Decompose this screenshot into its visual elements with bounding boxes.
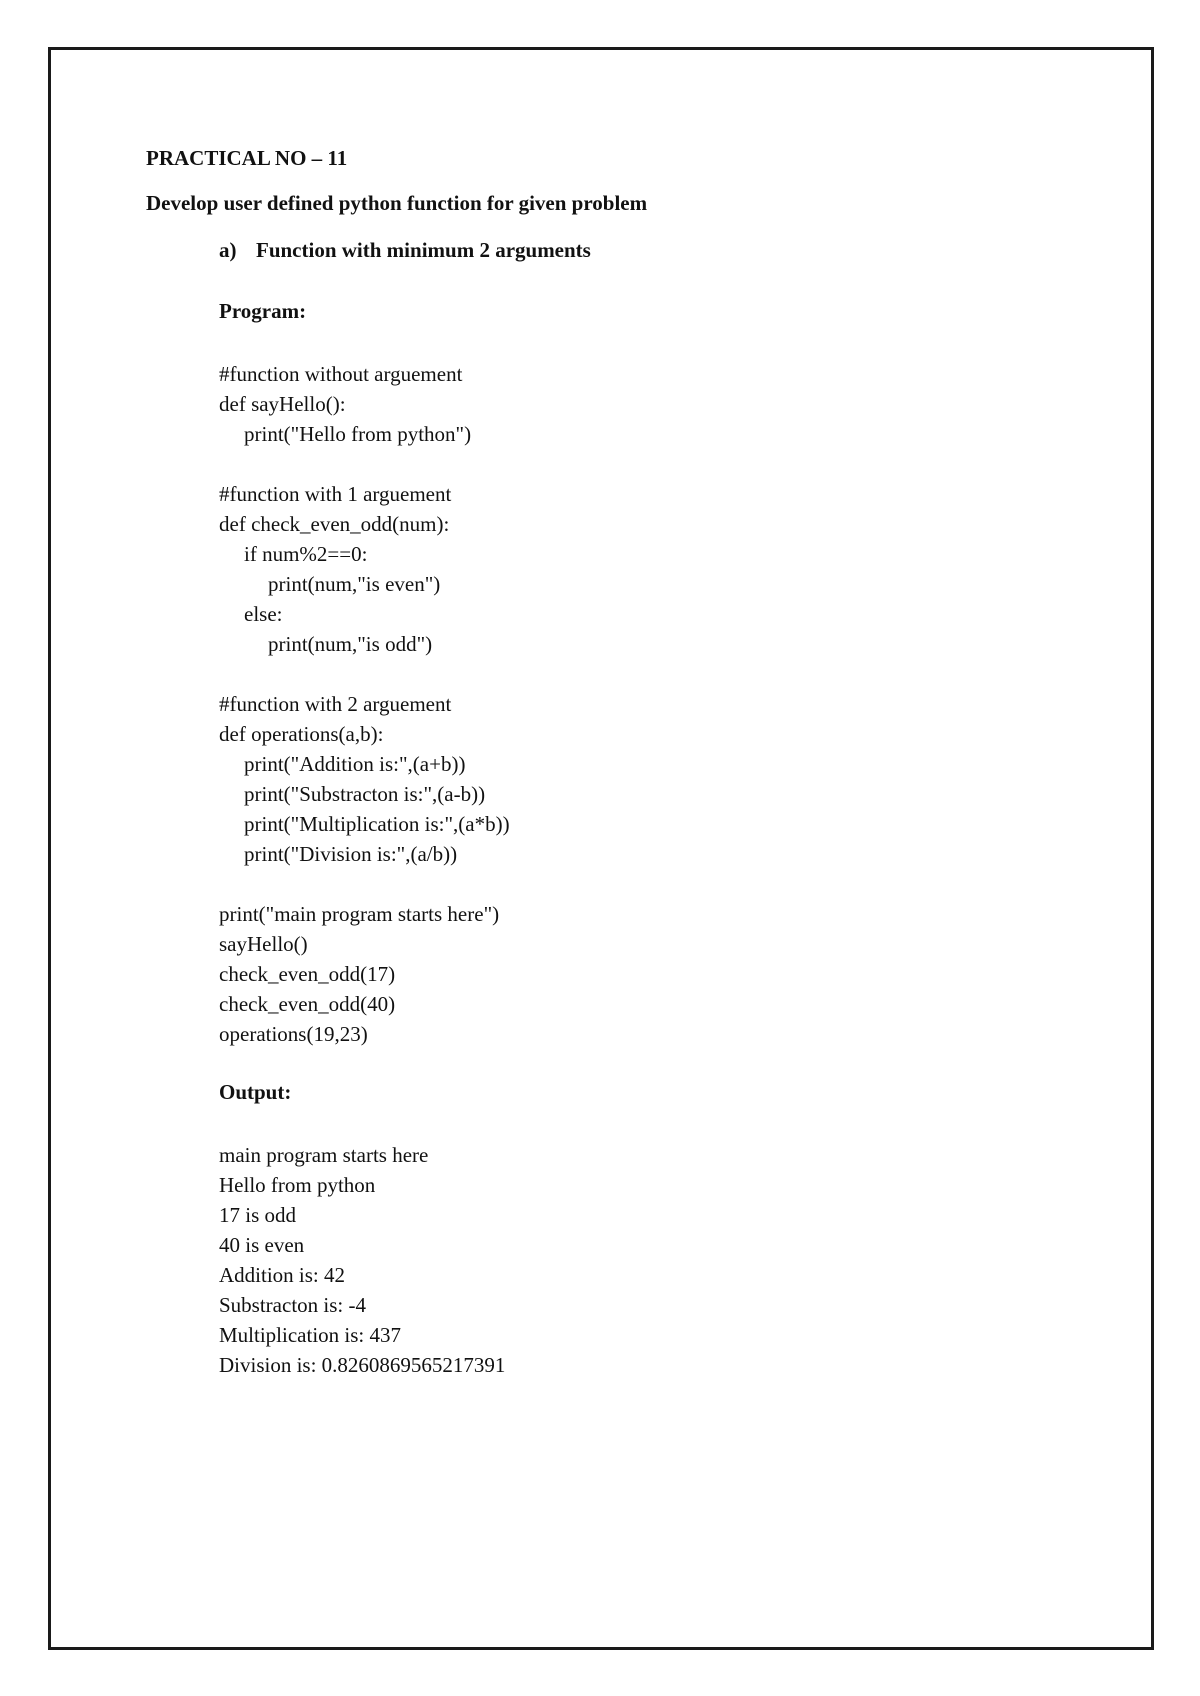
output-block: [219, 1140, 505, 1380]
output-line: Addition is: 42: [219, 1263, 346, 1287]
code-line: def sayHello():: [219, 392, 346, 416]
subtitle: [219, 238, 591, 263]
output-line: Substracton is: -4: [219, 1293, 366, 1317]
code-line: else:: [244, 602, 283, 626]
code-line: def operations(a,b):: [219, 722, 384, 746]
page-border: [48, 47, 1154, 1650]
code-line: print(num,"is odd"): [268, 632, 433, 656]
output-line: Division is: 0.8260869565217391: [219, 1353, 506, 1377]
output-line: Hello from python: [219, 1173, 376, 1197]
code-line: operations(19,23): [219, 1022, 368, 1046]
practical-title: PRACTICAL NO – 11: [146, 146, 348, 170]
code-line: #function with 2 arguement: [219, 692, 452, 716]
subtitle-text: Function with minimum 2 arguments: [256, 238, 591, 262]
output-line: 40 is even: [219, 1233, 305, 1257]
code-block: [219, 359, 510, 1049]
code-line: print(num,"is even"): [268, 572, 441, 596]
program-label: Program:: [219, 299, 307, 323]
code-line: if num%2==0:: [244, 542, 368, 566]
code-line: #function with 1 arguement: [219, 482, 452, 506]
code-line: sayHello(): [219, 932, 308, 956]
output-line: 17 is odd: [219, 1203, 297, 1227]
output-line: main program starts here: [219, 1143, 429, 1167]
code-line: #function without arguement: [219, 362, 463, 386]
code-line: def check_even_odd(num):: [219, 512, 450, 536]
code-line: print("Addition is:",(a+b)): [244, 752, 466, 776]
code-line: [219, 659, 510, 689]
output-label: Output:: [219, 1080, 292, 1104]
output-line: Multiplication is: 437: [219, 1323, 401, 1347]
code-line: [219, 449, 510, 479]
code-line: print("Substracton is:",(a-b)): [244, 782, 486, 806]
code-line: [219, 869, 510, 899]
problem-title: Develop user defined python function for given problem: [146, 191, 648, 215]
code-line: print("Hello from python"): [244, 422, 472, 446]
code-line: print("main program starts here"): [219, 902, 500, 926]
code-line: print("Multiplication is:",(a*b)): [244, 812, 510, 836]
subtitle-marker: a): [219, 238, 237, 262]
code-line: print("Division is:",(a/b)): [244, 842, 458, 866]
code-line: check_even_odd(40): [219, 992, 396, 1016]
code-line: check_even_odd(17): [219, 962, 396, 986]
